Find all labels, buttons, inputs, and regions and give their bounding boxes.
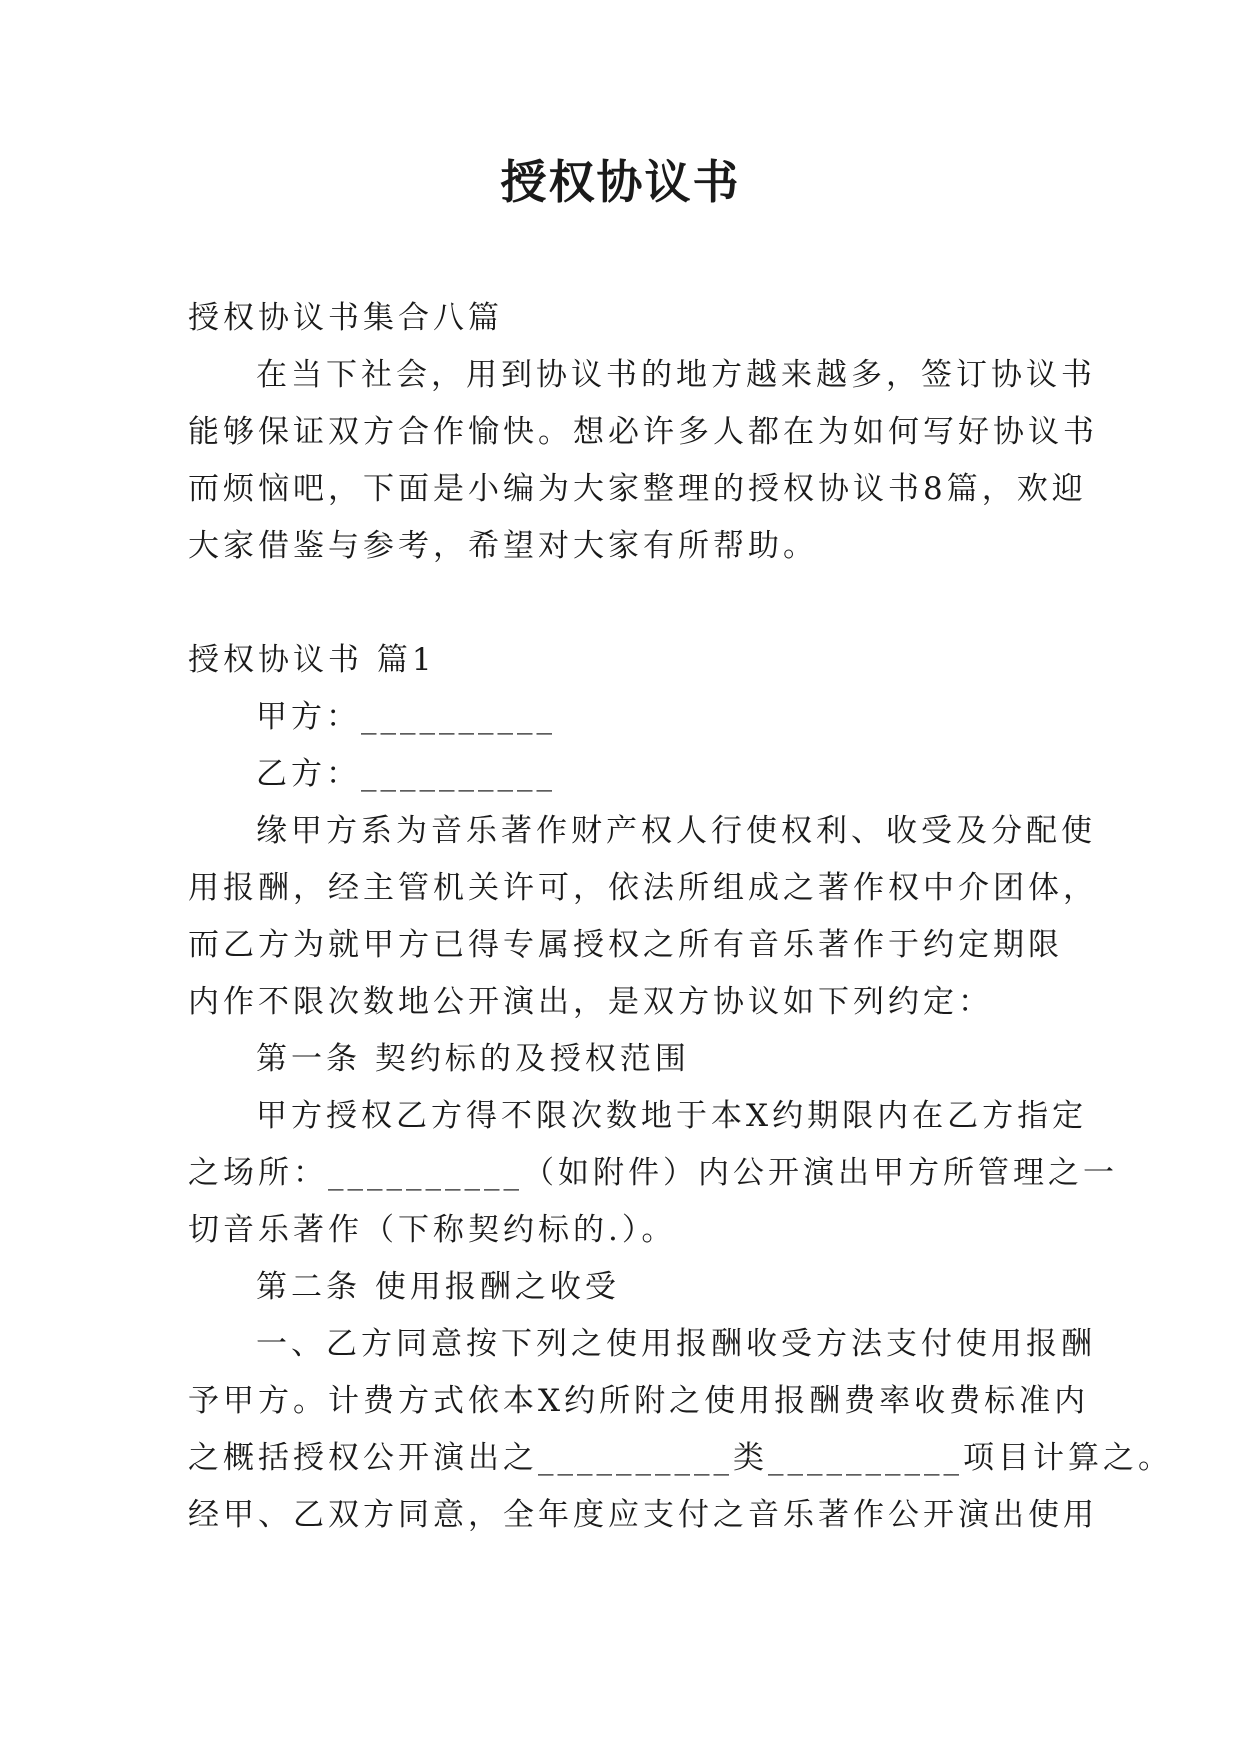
intro-paragraph-line: 而烦恼吧，下面是小编为大家整理的授权协议书8篇，欢迎 [188,471,1087,507]
preamble-line: 用报酬，经主管机关许可，依法所组成之著作权中介团体， [188,870,1098,906]
preamble-line: 缘甲方系为音乐著作财产权人行使权利、收受及分配使 [256,813,1096,849]
intro-paragraph-line: 大家借鉴与参考，希望对大家有所帮助。 [188,528,818,564]
preamble-line: 内作不限次数地公开演出，是双方协议如下列约定： [188,984,993,1020]
article-heading: 第二条 使用报酬之收受 [256,1269,620,1305]
article-1-line: 甲方授权乙方得不限次数地于本X约期限内在乙方指定 [256,1098,1088,1134]
article-heading: 第一条 契约标的及授权范围 [256,1041,690,1077]
article-2-line: 之概括授权公开演出之__________类__________项目计算之。 [188,1440,1173,1476]
section-heading: 授权协议书 篇1 [188,642,436,678]
intro-paragraph-line: 在当下社会，用到协议书的地方越来越多，签订协议书 [256,357,1096,393]
document-title: 授权协议书 [500,155,741,209]
article-2-line: 予甲方。计费方式依本X约所附之使用报酬费率收费标准内 [188,1383,1090,1419]
preamble-line: 而乙方为就甲方已得专属授权之所有音乐著作于约定期限 [188,927,1063,963]
article-1-line: 之场所：__________（如附件）内公开演出甲方所管理之一 [188,1155,1118,1191]
article-1-line: 切音乐著作（下称契约标的.）。 [188,1212,677,1248]
party-b-line: 乙方：__________ [256,756,556,792]
article-2-line: 经甲、乙双方同意，全年度应支付之音乐著作公开演出使用 [188,1497,1098,1533]
article-2-line: 一、乙方同意按下列之使用报酬收受方法支付使用报酬 [256,1326,1096,1362]
intro-paragraph-line: 能够保证双方合作愉快。想必许多人都在为如何写好协议书 [188,414,1098,450]
collection-heading: 授权协议书集合八篇 [188,300,503,336]
party-a-line: 甲方：__________ [256,699,556,735]
